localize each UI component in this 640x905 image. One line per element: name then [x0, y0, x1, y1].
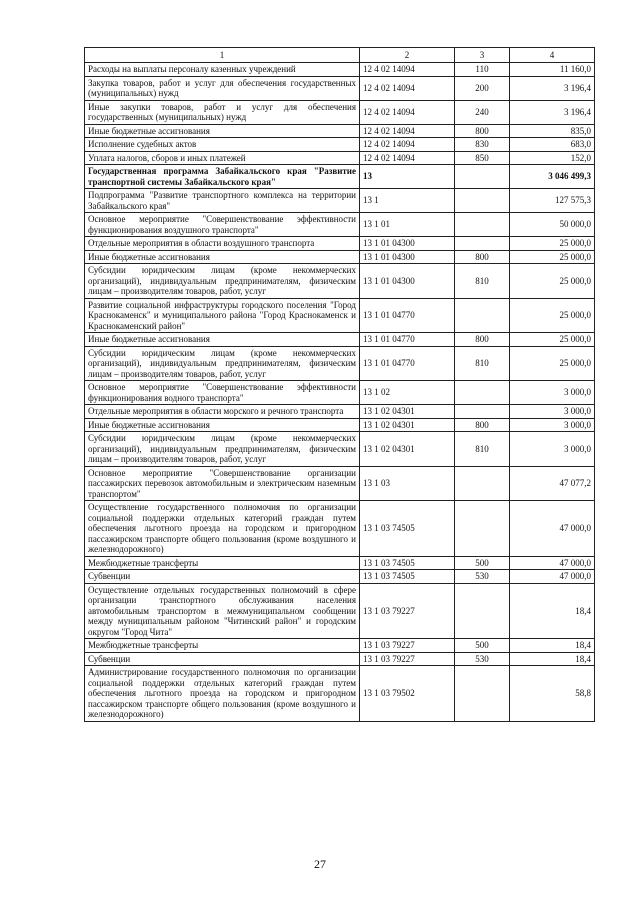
row-amount: 127 575,3 [510, 189, 595, 213]
row-name: Осуществление отдельных государственных полномочий в сфере организации транспортного обслуживания населения автомобильным транспортом в межмуниципальном сообщении между муниципальным районом "Читинский район" и городским округом "Город Чита" [85, 583, 360, 639]
row-name: Отдельные мероприятия в области воздушного транспорта [85, 237, 360, 251]
row-code: 13 1 02 [360, 381, 455, 405]
row-name: Основное мероприятие "Совершенствование эффективности функционирования воздушного транспорта" [85, 213, 360, 237]
row-amount: 18,4 [510, 639, 595, 653]
row-amount: 3 000,0 [510, 432, 595, 467]
table-row [85, 652, 595, 666]
row-name: Субсидии юридическим лицам (кроме некоммерческих организаций), индивидуальным предпринимателям, физическим лицам – производителям товаров, работ, услуг [85, 432, 360, 467]
table-row [85, 333, 595, 347]
row-expense-type [455, 237, 510, 251]
row-code: 12 4 02 14094 [360, 138, 455, 152]
row-code: 13 1 03 [360, 466, 455, 501]
table-row [85, 381, 595, 405]
row-code: 13 1 02 04301 [360, 405, 455, 419]
row-name: Государственная программа Забайкальского края "Развитие транспортной системы Забайкальского края" [85, 165, 360, 189]
table-row [85, 639, 595, 653]
row-name: Отдельные мероприятия в области морского и речного транспорта [85, 405, 360, 419]
table-row [85, 570, 595, 584]
row-amount: 25 000,0 [510, 250, 595, 264]
table-row [85, 556, 595, 570]
row-expense-type: 800 [455, 124, 510, 138]
row-amount: 11 160,0 [510, 63, 595, 77]
row-name: Иные бюджетные ассигнования [85, 250, 360, 264]
table-row [85, 76, 595, 100]
row-expense-type: 810 [455, 432, 510, 467]
row-name: Закупка товаров, работ и услуг для обеспечения государственных (муниципальных) нужд [85, 76, 360, 100]
row-code: 12 4 02 14094 [360, 76, 455, 100]
row-name: Субсидии юридическим лицам (кроме некоммерческих организаций), индивидуальным предпринимателям, физическим лицам – производителям товаров, работ, услуг [85, 346, 360, 381]
row-amount: 3 000,0 [510, 381, 595, 405]
row-expense-type: 530 [455, 570, 510, 584]
row-amount: 18,4 [510, 583, 595, 639]
row-name: Межбюджетные трансферты [85, 639, 360, 653]
row-code: 13 1 03 74505 [360, 556, 455, 570]
table-row [85, 100, 595, 124]
row-code: 13 1 03 79502 [360, 666, 455, 722]
row-amount: 47 000,0 [510, 556, 595, 570]
row-code: 12 4 02 14094 [360, 124, 455, 138]
row-amount: 18,4 [510, 652, 595, 666]
row-expense-type [455, 583, 510, 639]
table-row [85, 237, 595, 251]
row-name: Субсидии юридическим лицам (кроме некоммерческих организаций), индивидуальным предпринимателям, физическим лицам – производителям товаров, работ, услуг [85, 264, 360, 299]
row-name: Подпрограмма "Развитие транспортного комплекса на территории Забайкальского края" [85, 189, 360, 213]
row-expense-type [455, 466, 510, 501]
row-code: 13 1 01 04770 [360, 346, 455, 381]
row-name: Иные бюджетные ассигнования [85, 333, 360, 347]
header-col-1: 1 [85, 48, 360, 63]
header-row [85, 48, 595, 63]
table-row [85, 298, 595, 333]
row-code: 12 4 02 14094 [360, 100, 455, 124]
row-amount: 25 000,0 [510, 237, 595, 251]
row-code: 13 1 01 04300 [360, 250, 455, 264]
row-expense-type [455, 165, 510, 189]
table-row [85, 151, 595, 165]
header-col-4: 4 [510, 48, 595, 63]
row-code: 13 [360, 165, 455, 189]
row-code: 13 1 01 04770 [360, 333, 455, 347]
row-expense-type [455, 666, 510, 722]
header-col-2: 2 [360, 48, 455, 63]
row-name: Исполнение судебных актов [85, 138, 360, 152]
row-expense-type [455, 381, 510, 405]
table-row [85, 63, 595, 77]
row-amount: 47 077,2 [510, 466, 595, 501]
row-expense-type: 800 [455, 333, 510, 347]
row-name: Расходы на выплаты персоналу казенных учреждений [85, 63, 360, 77]
row-code: 12 4 02 14094 [360, 63, 455, 77]
row-expense-type [455, 405, 510, 419]
row-amount: 152,0 [510, 151, 595, 165]
row-expense-type: 530 [455, 652, 510, 666]
row-expense-type: 830 [455, 138, 510, 152]
row-code: 13 1 01 04300 [360, 264, 455, 299]
row-amount: 3 196,4 [510, 100, 595, 124]
row-name: Уплата налогов, сборов и иных платежей [85, 151, 360, 165]
table-row [85, 213, 595, 237]
row-expense-type [455, 213, 510, 237]
row-expense-type [455, 189, 510, 213]
row-name: Развитие социальной инфраструктуры городского поселения "Город Краснокаменск" и муниципального района "Город Краснокаменск и Краснокаменский район" [85, 298, 360, 333]
row-amount: 835,0 [510, 124, 595, 138]
row-expense-type [455, 298, 510, 333]
table-row [85, 583, 595, 639]
row-name: Осуществление государственного полномочия по организации социальной поддержки отдельных категорий граждан путем обеспечения льготного проезда на городском и пригородном пассажирском транспорте общего пользования (кроме воздушного и железнодорожного) [85, 501, 360, 557]
page-number: 27 [314, 857, 326, 871]
row-code: 13 1 01 04300 [360, 237, 455, 251]
row-amount: 25 000,0 [510, 333, 595, 347]
row-name: Иные закупки товаров, работ и услуг для обеспечения государственных (муниципальных) нужд [85, 100, 360, 124]
table-row [85, 666, 595, 722]
row-code: 13 1 03 74505 [360, 501, 455, 557]
row-expense-type: 800 [455, 250, 510, 264]
table-row [85, 346, 595, 381]
row-expense-type: 500 [455, 639, 510, 653]
row-amount: 25 000,0 [510, 346, 595, 381]
row-expense-type: 200 [455, 76, 510, 100]
row-code: 13 1 03 79227 [360, 583, 455, 639]
budget-table [84, 47, 595, 722]
table-body [85, 63, 595, 722]
table-row [85, 165, 595, 189]
row-expense-type: 810 [455, 264, 510, 299]
table-row [85, 138, 595, 152]
row-code: 13 1 [360, 189, 455, 213]
row-amount: 58,8 [510, 666, 595, 722]
row-name: Основное мероприятие "Совершенствование организации пассажирских перевозок автомобильным и электрическим наземным транспортом" [85, 466, 360, 501]
table-row [85, 501, 595, 557]
table-row [85, 405, 595, 419]
table-row [85, 432, 595, 467]
row-amount: 3 196,4 [510, 76, 595, 100]
row-expense-type: 240 [455, 100, 510, 124]
row-expense-type: 810 [455, 346, 510, 381]
table-row [85, 418, 595, 432]
table-row [85, 189, 595, 213]
row-expense-type: 800 [455, 418, 510, 432]
row-code: 13 1 03 74505 [360, 570, 455, 584]
row-amount: 47 000,0 [510, 570, 595, 584]
row-code: 12 4 02 14094 [360, 151, 455, 165]
row-name: Основное мероприятие "Совершенствование эффективности функционирования водного транспорта" [85, 381, 360, 405]
row-name: Иные бюджетные ассигнования [85, 124, 360, 138]
table-header [85, 48, 595, 63]
row-amount: 25 000,0 [510, 298, 595, 333]
row-amount: 683,0 [510, 138, 595, 152]
row-expense-type: 500 [455, 556, 510, 570]
row-code: 13 1 03 79227 [360, 652, 455, 666]
row-code: 13 1 03 79227 [360, 639, 455, 653]
row-name: Субвенции [85, 652, 360, 666]
row-expense-type: 850 [455, 151, 510, 165]
table-row [85, 466, 595, 501]
row-expense-type: 110 [455, 63, 510, 77]
row-code: 13 1 02 04301 [360, 418, 455, 432]
row-code: 13 1 02 04301 [360, 432, 455, 467]
row-name: Межбюджетные трансферты [85, 556, 360, 570]
row-expense-type [455, 501, 510, 557]
table-row [85, 264, 595, 299]
table-row [85, 250, 595, 264]
table-row [85, 124, 595, 138]
row-amount: 50 000,0 [510, 213, 595, 237]
row-amount: 3 000,0 [510, 418, 595, 432]
row-amount: 25 000,0 [510, 264, 595, 299]
row-name: Иные бюджетные ассигнования [85, 418, 360, 432]
row-code: 13 1 01 [360, 213, 455, 237]
row-amount: 3 046 499,3 [510, 165, 595, 189]
row-name: Субвенции [85, 570, 360, 584]
header-col-3: 3 [455, 48, 510, 63]
row-name: Администрирование государственного полномочия по организации социальной поддержки отдельных категорий граждан путем обеспечения льготного проезда на городском и пригородном пассажирском транспорте общего пользования (кроме воздушного и железнодорожного) [85, 666, 360, 722]
row-amount: 3 000,0 [510, 405, 595, 419]
row-amount: 47 000,0 [510, 501, 595, 557]
row-code: 13 1 01 04770 [360, 298, 455, 333]
